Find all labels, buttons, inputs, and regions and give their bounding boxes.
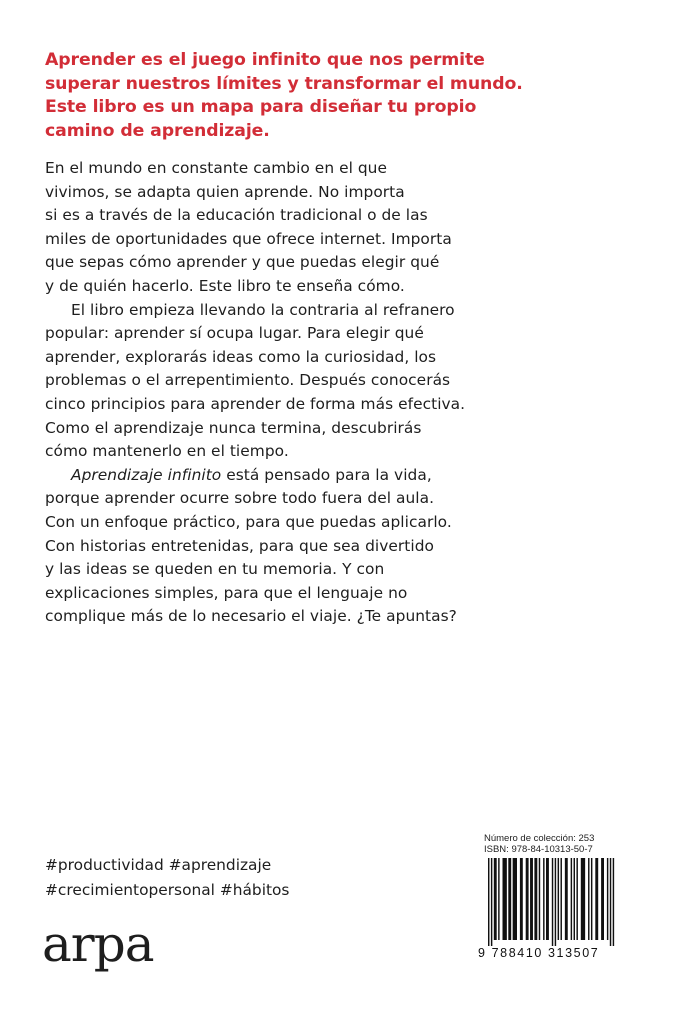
text-line: cinco principios para aprender de forma más efectiva.: [45, 394, 466, 413]
text-line: aprender, explorarás ideas como la curiosidad, los: [45, 347, 437, 366]
publisher-logo: arpa: [42, 915, 154, 973]
barcode-bar: [610, 858, 611, 946]
hashtags: [45, 853, 289, 903]
barcode-bar: [498, 858, 499, 940]
back-cover-headline: [45, 49, 655, 143]
barcode-bar: [539, 858, 540, 940]
barcode-bar: [488, 858, 489, 946]
paragraph-1: [45, 157, 665, 299]
barcode-bar: [574, 858, 575, 940]
barcode-bar: [530, 858, 533, 940]
headline-line: camino de aprendizaje.: [45, 120, 270, 141]
book-title: Aprendizaje infinito: [71, 465, 222, 484]
barcode-bar: [513, 858, 517, 940]
barcode-bar: [508, 858, 511, 940]
text-line: [45, 464, 665, 488]
text-line: problemas o el arrepentimiento. Después conocerás: [45, 371, 451, 390]
paragraph-3: [45, 464, 665, 629]
barcode-bar: [576, 858, 577, 940]
barcode-bar: [520, 858, 523, 940]
barcode-bar: [561, 858, 562, 940]
barcode-bar: [558, 858, 559, 940]
barcode-bar: [526, 858, 529, 940]
barcode-bar: [581, 858, 585, 940]
text-line: Con historias entretenidas, para que sea divertido: [45, 536, 435, 555]
barcode-bar: [601, 858, 604, 940]
barcode-digits: 9 788410 313507: [478, 946, 600, 960]
text-line: En el mundo en constante cambio en el que: [45, 159, 388, 177]
barcode-block: [478, 828, 648, 978]
text-line: si es a través de la educación tradicional o de las: [45, 206, 428, 225]
barcode-bar: [534, 858, 537, 940]
text-line: y las ideas se queden en tu memoria. Y con: [45, 560, 385, 579]
headline-line: Aprender es el juego infinito que nos permite: [45, 50, 485, 70]
barcode: [482, 858, 642, 946]
synopsis: [45, 157, 665, 629]
text-line: porque aprender ocurre sobre todo fuera del aula.: [45, 489, 435, 508]
barcode-bar: [571, 858, 572, 940]
text-line: complique más de lo necesario el viaje. ¿Te apuntas?: [45, 607, 457, 626]
text-line: explicaciones simples, para que el lenguaje no: [45, 583, 408, 602]
hashtag-line: #productividad #aprendizaje: [45, 856, 272, 874]
text-line: El libro empieza llevando la contraria al refranero: [71, 300, 455, 319]
barcode-bar: [494, 858, 497, 940]
text-fragment: está pensado para la vida,: [221, 465, 432, 484]
text-line: cómo mantenerlo en el tiempo.: [45, 442, 289, 461]
isbn-text: ISBN: 978-84-10313-50-7: [484, 844, 593, 855]
text-line: vivimos, se adapta quien aprende. No importa: [45, 182, 405, 201]
barcode-bar: [546, 858, 549, 940]
text-line: que sepas cómo aprender y que puedas elegir qué: [45, 253, 440, 272]
text-line: popular: aprender sí ocupa lugar. Para elegir qué: [45, 324, 424, 343]
text-line: Como el aprendizaje nunca termina, descubrirás: [45, 418, 422, 437]
barcode-bar: [591, 858, 592, 940]
barcode-bar: [552, 858, 553, 946]
barcode-bar: [491, 858, 492, 946]
hashtag-line: #crecimientopersonal #hábitos: [45, 881, 290, 899]
barcode-bar: [588, 858, 589, 940]
barcode-bar: [555, 858, 556, 946]
collection-number: Número de colección: 253: [484, 833, 595, 844]
barcode-bar: [543, 858, 544, 940]
text-line: miles de oportunidades que ofrece internet. Importa: [45, 229, 452, 248]
headline-line: Este libro es un mapa para diseñar tu propio: [45, 97, 477, 118]
barcode-bar: [503, 858, 507, 940]
barcode-bar: [613, 858, 614, 946]
barcode-bar: [565, 858, 568, 940]
barcode-bar: [607, 858, 608, 940]
paragraph-2: [45, 299, 665, 464]
text-line: Con un enfoque práctico, para que puedas aplicarlo.: [45, 512, 452, 531]
barcode-bar: [595, 858, 598, 940]
text-line: y de quién hacerlo. Este libro te enseña cómo.: [45, 276, 405, 295]
headline-line: superar nuestros límites y transformar el mundo.: [45, 73, 523, 94]
